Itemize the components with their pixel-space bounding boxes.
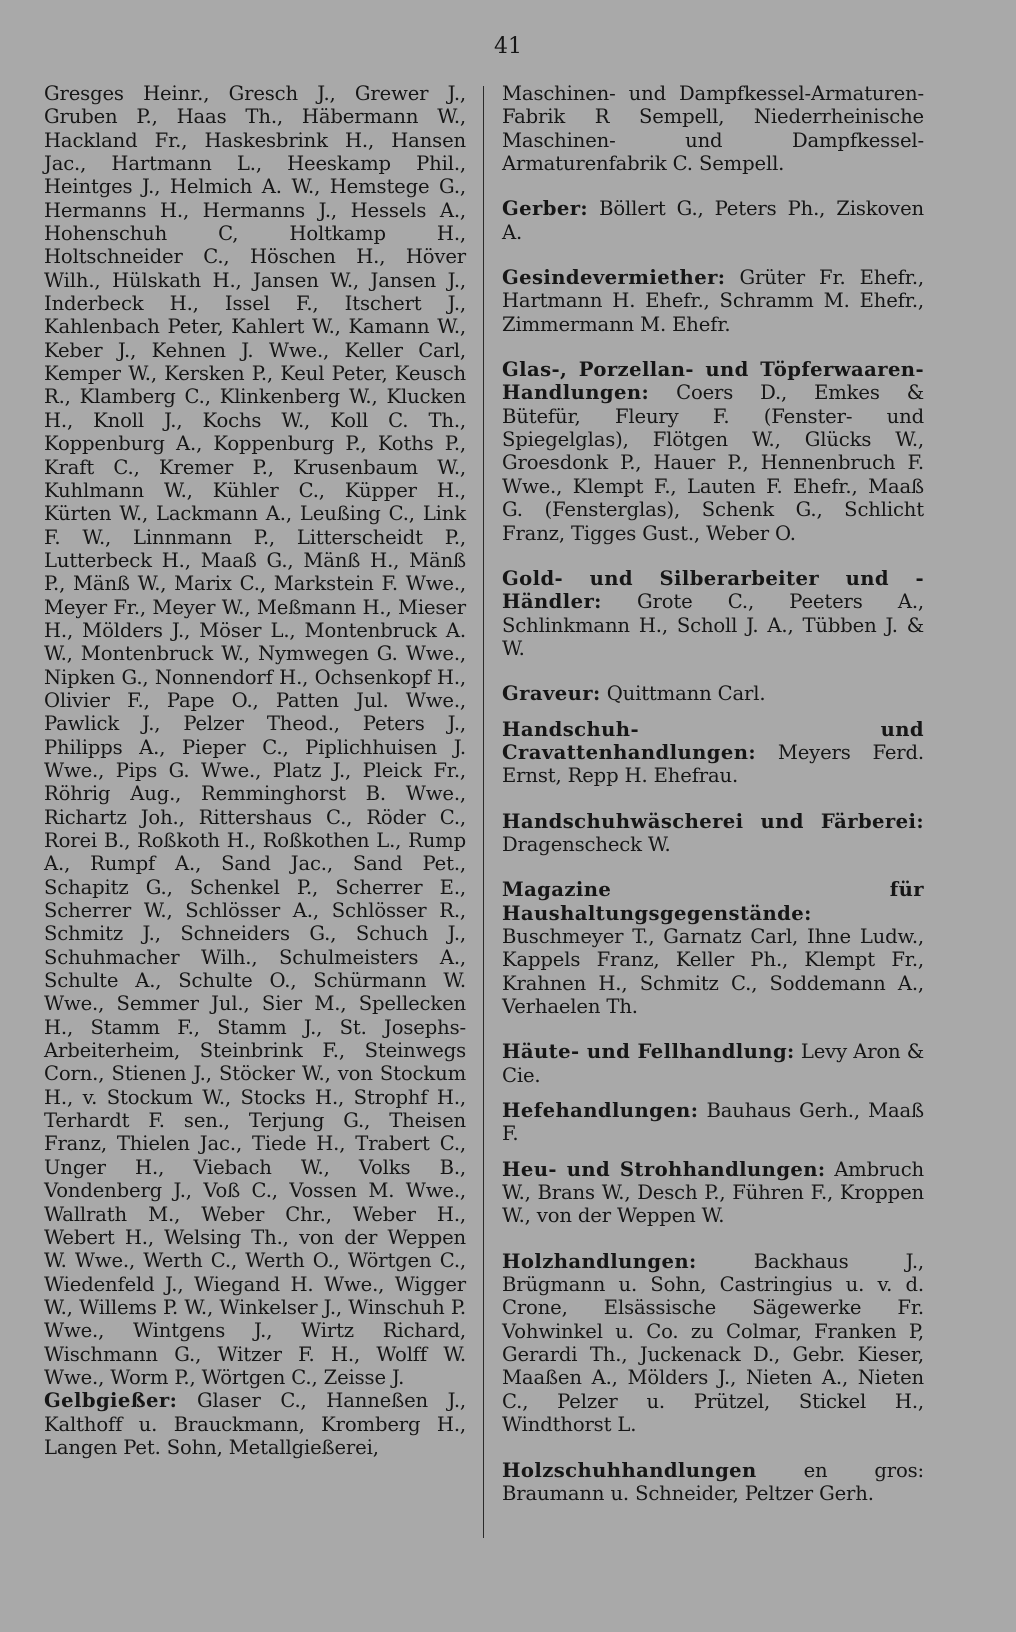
entry-heading: Gerber: <box>502 197 589 221</box>
entry-heading: Gelbgießer: <box>44 1389 178 1413</box>
left-column <box>44 82 466 1459</box>
left-continuation-text: Gresges Heinr., Gresch J., Grewer J., Gruben P., Haas Th., Häbermann W., Hackland Fr., Haskesbrink H., Hansen Jac., Hartmann L., Heeskamp Phil., Heintges J., Helmich A. W., Hemstege G., Hermanns H., Hermanns J., Hessels A., Hohenschuh C, Holtkamp H., Holtschneider C., Höschen H., Höver Wilh., Hülskath H., Jansen W., Jansen J., Inderbeck H., Issel F., Itschert J., Kahlenbach Peter, Kahlert W., Kamann W., Keber J., Kehnen J. Wwe., Keller Carl, Kemper W., Kersken P., Keul Peter, Keusch R., Klamberg C., Klinkenberg W., Klucken H., Knoll J., Kochs W., Koll C. Th., Koppenburg A., Koppenburg P., Koths P., Kraft C., Kremer P., Krusenbaum W., Kuhlmann W., Kühler C., Küpper H., Kürten W., Lackmann A., Leußing C., Link F. W., Linnmann P., Litterscheidt P., Lutterbeck H., Maaß G., Mänß H., Mänß P., Mänß W., Marix C., Markstein F. Wwe., Meyer Fr., Meyer W., Meßmann H., Mieser H., Mölders J., Möser L., Montenbruck A. W., Montenbruck W., Nymwegen G. Wwe., Nipken G., Nonnendorf H., Ochsenkopf H., Olivier F., Pape O., Patten Jul. Wwe., Pawlick J., Pelzer Theod., Peters J., Philipps A., Pieper C., Piplichhuisen J. Wwe., Pips G. Wwe., Platz J., Pleick Fr., Röhrig Aug., Remminghorst B. Wwe., Richartz Joh., Rittershaus C., Röder C., Rorei B., Roßkoth H., Roßkothen L., Rump A., Rumpf A., Sand Jac., Sand Pet., Schapitz G., Schenkel P., Scherrer E., Scherrer W., Schlösser A., Schlösser R., Schmitz J., Schneiders G., Schuch J., Schuhmacher Wilh., Schulmeisters A., Schulte A., Schulte O., Schürmann W. Wwe., Semmer Jul., Sier M., Spellecken H., Stamm F., Stamm J., St. Josephs-Arbeiterheim, Steinbrink F., Steinwegs Corn., Stienen J., Stöcker W., von Stockum H., v. Stockum W., Stocks H., Strophf H., Terhardt F. sen., Terjung G., Theisen Franz, Thielen Jac., Tiede H., Trabert C., Unger H., Viebach W., Volks B., Vondenberg J., Voß C., Vossen M. Wwe., Wallrath M., Weber Chr., Weber H., Webert H., Welsing Th., von der Weppen W. Wwe., Werth C., Werth O., Wörtgen C., Wiedenfeld J., Wiegand H. Wwe., Wigger W., Willems P. W., Winkelser J., Winschuh P. Wwe., Wintgens J., Wirtz Richard, Wischmann G., Witzer F. H., Wolff W. Wwe., Worm P., Wörtgen C., Zeisse J. <box>44 82 466 1389</box>
entry-text: Grote C., Peeters A., Schlinkmann H., Scholl J. A., Tübben J. & W. <box>502 590 924 660</box>
entry-text: Glaser C., Hanneßen J., Kalthoff u. Brauckmann, Kromberg H., Langen Pet. Sohn, Metallgießerei, <box>44 1389 466 1459</box>
entry-handschuh-cravatten <box>502 718 924 788</box>
entry-text: Böllert G., Peters Ph., Ziskoven A. <box>502 197 924 244</box>
entry-gerber <box>502 197 924 244</box>
entry-gesindevermiether <box>502 266 924 336</box>
entry-heu-stroh <box>502 1158 924 1228</box>
page-number: 41 <box>494 34 522 59</box>
entry-heading: Glas-, Porzellan- und Töpferwaaren-Handlungen: <box>502 358 924 405</box>
entry-heading: Holzhandlungen: <box>502 1249 697 1273</box>
entry-graveur <box>502 682 924 705</box>
entry-text: Meyers Ferd. Ernst, Repp H. Ehefrau. <box>502 740 924 788</box>
entry-heading: Handschuh- und Cravattenhandlungen: <box>502 717 924 764</box>
entry-heading: Magazine für Haushaltungsgegenstände: <box>502 878 924 925</box>
entry-heading: Häute- und Fellhandlung: <box>502 1040 795 1064</box>
entry-heading: Handschuhwäscherei und Färberei: <box>502 809 924 833</box>
entry-text: Levy Aron & Cie. <box>502 1040 924 1087</box>
entry-glas-porzellan <box>502 358 924 545</box>
entry-heading: Gesindevermiether: <box>502 266 726 290</box>
entry-magazine-haushalt <box>502 878 924 1018</box>
entry-text: Buschmeyer T., Garnatz Carl, Ihne Ludw., Kappels Franz, Keller Ph., Klempt Fr., Krahnen H., Schmitz C., Soddemann A., Verhaelen Th. <box>502 924 924 1018</box>
entry-heading: Hefehandlungen: <box>502 1099 699 1123</box>
entry-heading: Holzschuhhandlungen <box>502 1458 757 1482</box>
entry-haeute-fell <box>502 1040 924 1087</box>
entry-hefehandlungen <box>502 1099 924 1146</box>
entry-text: Coers D., Emkes & Bütefür, Fleury F. (Fenster- und Spiegelglas), Flötgen W., Glücks W., Groesdonk P., Hauer P., Hennenbruch F. Wwe., Klempt F., Lauten F. Ehefr., Maaß G. (Fensterglas), Schenk G., Schlicht Franz, Tigges Gust., Weber O. <box>502 381 924 545</box>
entry-holzschuhhandlungen <box>502 1459 924 1506</box>
entry-text: en gros: Braumann u. Schneider, Peltzer Gerh. <box>502 1458 924 1505</box>
entry-text: Ambruch W., Brans W., Desch P., Führen F., Kroppen W., von der Weppen W. <box>502 1157 924 1228</box>
right-continuation-text: Maschinen- und Dampfkessel-Armaturen-Fabrik R Sempell, Niederrheinische Maschinen- und Dampfkessel-Armaturenfabrik C. Sempell. <box>502 82 924 176</box>
entry-gold-silber <box>502 567 924 660</box>
entry-text: Grüter Fr. Ehefr., Hartmann H. Ehefr., Schramm M. Ehefr., Zimmermann M. Ehefr. <box>502 266 924 336</box>
entry-heading: Gold- und Silberarbeiter und -Händler: <box>502 566 924 614</box>
entry-heading: Graveur: <box>502 682 601 706</box>
entry-text: Backhaus J., Brügmann u. Sohn, Castringius u. v. d. Crone, Elsässische Sägewerke Fr. Vohwinkel u. Co. zu Colmar, Franken P, Gerardi Th., Juckenack D., Gebr. Kieser, Maaßen A., Mölders J., Nieten A., Nieten C., Pelzer u. Prützel, Stickel H., Windthorst L. <box>502 1249 924 1437</box>
entry-handschuhwaescherei <box>502 810 924 857</box>
entry-text: Dragenscheck W. <box>502 832 671 856</box>
entry-text: Bauhaus Gerh., Maaß F. <box>502 1099 924 1146</box>
entry-text: Quittmann Carl. <box>606 682 766 706</box>
entry-heading: Heu- und Strohhandlungen: <box>502 1157 826 1181</box>
right-column <box>502 82 924 1527</box>
column-divider <box>483 86 484 1538</box>
entry-holzhandlungen <box>502 1250 924 1437</box>
entry-gelbgiesser <box>44 1389 466 1459</box>
